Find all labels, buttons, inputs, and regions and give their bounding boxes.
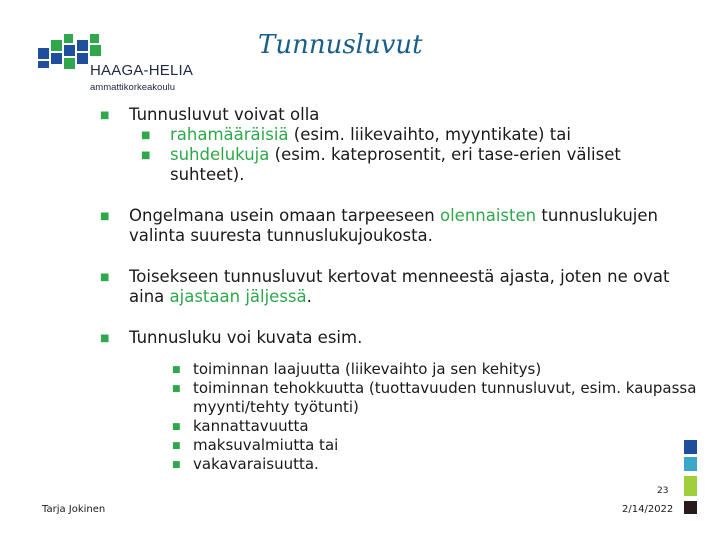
sub-bullet-4c (100, 417, 700, 436)
bullet-text: vakavaraisuutta. (193, 455, 319, 473)
highlight-text: olennaisten (439, 206, 537, 225)
page-number: 23 (657, 486, 669, 496)
sub-bullet-4a (100, 360, 700, 379)
bullet-text: Tunnusluku voi kuvata esim. (129, 328, 363, 347)
bullet-marker-icon: ■ (100, 333, 110, 344)
bullet-text: (esim. kateprosentit, eri tase-erien väliset suhteet). (170, 145, 621, 184)
logo-subtitle: ammattikorkeakoulu (90, 82, 176, 93)
bullet-marker-icon: ■ (141, 150, 151, 161)
sub-bullet-4e (100, 455, 700, 474)
bullet-text: kannattavuutta (193, 417, 309, 435)
bullet-3 (100, 267, 700, 307)
highlight-text: ajastaan jäljessä (169, 287, 307, 306)
bullet-2 (100, 206, 700, 246)
bullet-text: maksuvalmiutta tai (193, 436, 339, 454)
bullet-text: Toisekseen tunnusluvut kertovat menneestä ajasta, joten ne ovat aina (129, 267, 670, 306)
sub-bullet-4b (100, 379, 700, 417)
bullet-marker-icon: ■ (172, 384, 181, 394)
bullet-marker-icon: ■ (172, 441, 181, 451)
haaga-helia-logo (38, 34, 208, 104)
bullet-marker-icon: ■ (100, 211, 110, 222)
bullet-marker-icon: ■ (172, 460, 181, 470)
bullet-text: . (306, 287, 312, 306)
bullet-text: toiminnan laajuutta (liikevaihto ja sen kehitys) (193, 360, 542, 378)
sub-bullet-4d (100, 436, 700, 455)
sub-bullet-1a (100, 125, 700, 145)
bullet-text: Ongelmana usein omaan tarpeeseen (129, 206, 440, 225)
bullet-marker-icon: ■ (141, 130, 151, 141)
logo-name: HAAGA-HELIA (90, 62, 194, 79)
bullet-1 (100, 105, 700, 125)
bullet-text: tunnuslukujen valinta suuresta tunnuslukujoukosta. (129, 206, 658, 245)
bullet-marker-icon: ■ (100, 272, 110, 283)
bullet-text: Tunnusluvut voivat olla (129, 105, 320, 124)
bullet-text: (esim. liikevaihto, myyntikate) tai (288, 125, 571, 144)
bullet-4 (100, 328, 700, 348)
slide-title: Tunnusluvut (258, 30, 423, 60)
bullet-marker-icon: ■ (172, 365, 181, 375)
footer-date: 2/14/2022 (622, 504, 674, 515)
footer-author: Tarja Jokinen (42, 504, 106, 515)
highlight-text: suhdelukuja (170, 145, 270, 164)
bullet-marker-icon: ■ (172, 422, 181, 432)
bullet-text: toiminnan tehokkuutta (tuottavuuden tunnusluvut, esim. kaupassa myynti/tehty työtunti) (193, 379, 697, 416)
highlight-text: rahamääräisiä (170, 125, 289, 144)
slide-content (100, 105, 700, 474)
bullet-marker-icon: ■ (100, 110, 110, 121)
sub-bullet-1b (100, 145, 700, 185)
